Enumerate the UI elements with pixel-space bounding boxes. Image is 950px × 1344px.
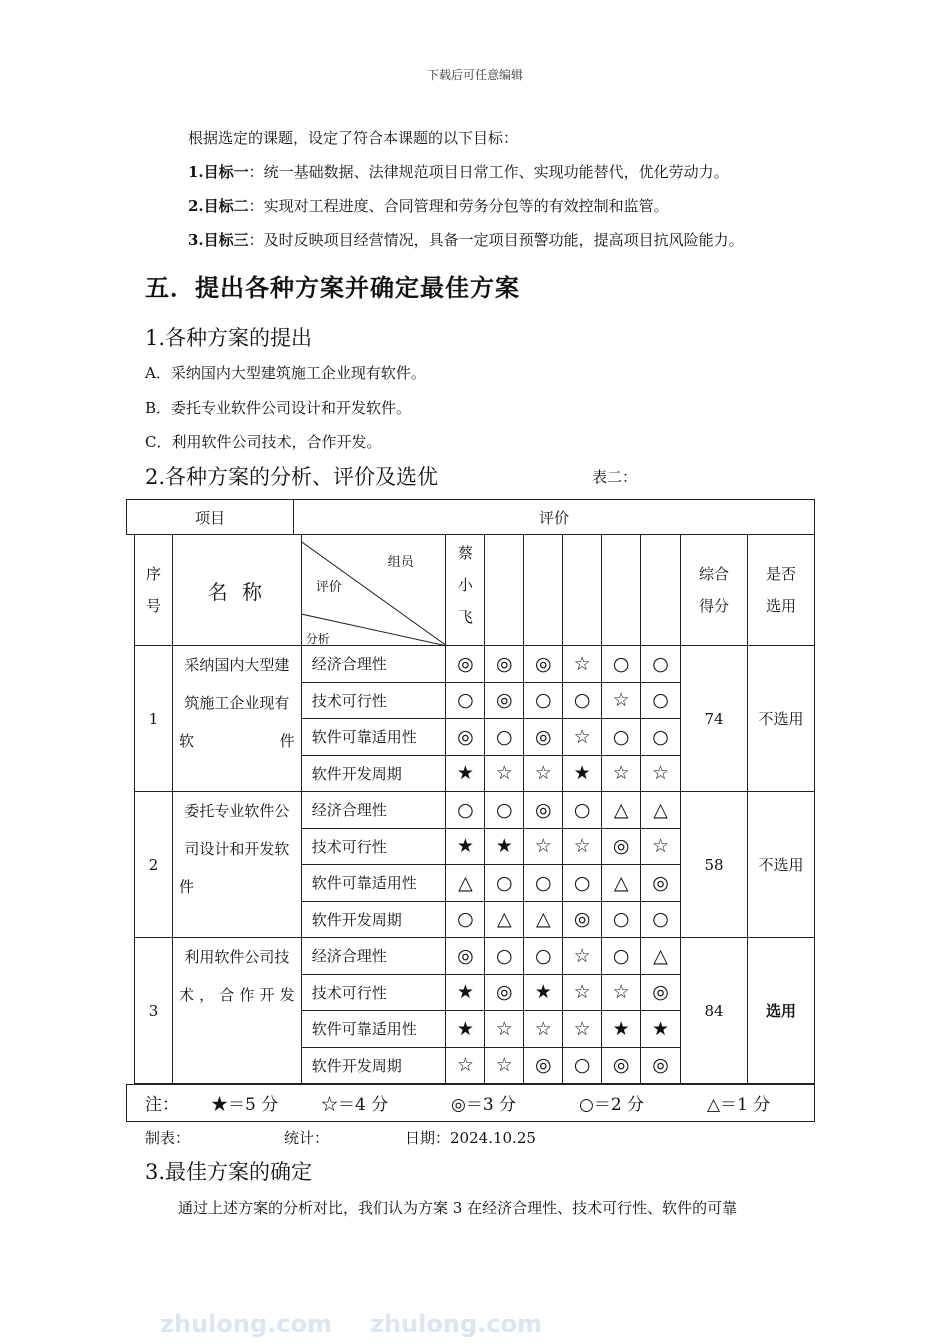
rating-mark: ○ [446, 682, 485, 719]
row-name: 采纳国内大型建筑施工企业现有软件 [172, 646, 301, 792]
rating-mark: ○ [446, 901, 485, 938]
rating-mark: ☆ [563, 719, 602, 756]
subsection-2-title: 2.各种方案的分析、评价及选优 [145, 465, 439, 489]
row-seq: 3 [135, 938, 173, 1084]
row-selection: 不选用 [747, 792, 814, 938]
row-name: 利用软件公司技术，合作开发 [172, 938, 301, 1084]
rating-mark: ○ [641, 682, 681, 719]
table-row [135, 792, 815, 829]
rating-mark: ☆ [524, 1011, 563, 1048]
goal-3 [188, 229, 744, 250]
rating-mark: △ [641, 938, 681, 975]
row-score: 84 [681, 938, 748, 1084]
rating-mark: ◎ [446, 938, 485, 975]
member-header-empty [563, 535, 602, 646]
made-by-label: 制表： [145, 1129, 191, 1147]
rating-mark: ○ [524, 938, 563, 975]
rating-mark: ○ [524, 865, 563, 902]
row-seq: 2 [135, 792, 173, 938]
rating-mark: ○ [641, 646, 681, 683]
rating-mark: ◎ [446, 719, 485, 756]
rating-mark: ○ [485, 792, 524, 829]
date-label: 日期： [405, 1129, 451, 1147]
rating-mark: ☆ [563, 1011, 602, 1048]
member-header-empty [641, 535, 681, 646]
rating-mark: ○ [563, 865, 602, 902]
rating-mark: ○ [485, 865, 524, 902]
legend-1: △＝1 分 [707, 1095, 771, 1115]
rating-mark: △ [485, 901, 524, 938]
rating-mark: ☆ [563, 938, 602, 975]
diagonal-header [301, 535, 446, 646]
goal-label: 2.目标二 [188, 197, 249, 215]
conclusion-text: 通过上述方案的分析对比，我们认为方案 3 在经济合理性、技术可行性、软件的可靠 [178, 1199, 738, 1217]
rating-mark: ○ [563, 1047, 602, 1084]
rating-mark: ☆ [641, 755, 681, 792]
criterion-label: 经济合理性 [301, 792, 446, 829]
table-head-strip [126, 499, 815, 535]
legend-4: ☆＝4 分 [321, 1095, 389, 1115]
rating-mark: ◎ [485, 646, 524, 683]
criterion-label: 软件可靠适用性 [301, 865, 446, 902]
criterion-label: 软件开发周期 [301, 1047, 446, 1084]
rating-mark: ◎ [524, 792, 563, 829]
rating-mark: ○ [602, 646, 641, 683]
criterion-label: 技术可行性 [301, 974, 446, 1011]
option-a: A．采纳国内大型建筑施工企业现有软件。 [145, 364, 426, 382]
score-header: 综合得分 [681, 535, 748, 646]
rating-mark: ★ [641, 1011, 681, 1048]
rating-mark: ◎ [485, 682, 524, 719]
rating-mark: ○ [602, 901, 641, 938]
row-name: 委托专业软件公司设计和开发软件 [172, 792, 301, 938]
criterion-label: 技术可行性 [301, 682, 446, 719]
rating-mark: ☆ [524, 828, 563, 865]
row-score: 74 [681, 646, 748, 792]
name-header: 名 称 [172, 535, 301, 646]
rating-mark: ★ [524, 974, 563, 1011]
rating-mark: ◎ [524, 1047, 563, 1084]
rating-mark: ○ [563, 682, 602, 719]
goal-1 [188, 161, 729, 182]
legend-5: ★＝5 分 [211, 1095, 279, 1115]
rating-mark: ☆ [602, 755, 641, 792]
rating-mark: ◎ [524, 646, 563, 683]
head-eval: 评价 [294, 500, 815, 535]
table-label: 表二： [592, 468, 638, 486]
rating-mark: ○ [524, 682, 563, 719]
member-header-empty [485, 535, 524, 646]
diag-eval-label: 评价 [315, 580, 342, 595]
rating-mark: ★ [602, 1011, 641, 1048]
member-header-empty [524, 535, 563, 646]
table-body [135, 646, 815, 1084]
legend-note-row [126, 1084, 815, 1122]
member-header-empty [602, 535, 641, 646]
rating-mark: ◎ [641, 974, 681, 1011]
rating-mark: ○ [485, 938, 524, 975]
row-score: 58 [681, 792, 748, 938]
rating-mark: ○ [602, 719, 641, 756]
rating-mark: ☆ [563, 828, 602, 865]
rating-mark: ○ [446, 792, 485, 829]
rating-mark: ☆ [485, 1047, 524, 1084]
rating-mark: ☆ [524, 755, 563, 792]
rating-mark: ○ [485, 719, 524, 756]
criterion-label: 软件可靠适用性 [301, 1011, 446, 1048]
diag-member-label: 组员 [387, 555, 414, 570]
rating-mark: ◎ [641, 865, 681, 902]
stats-label: 统计： [284, 1129, 330, 1147]
rating-mark: △ [641, 792, 681, 829]
watermark-right: zhulong.com [370, 1310, 542, 1338]
rating-mark: ◎ [602, 828, 641, 865]
rating-mark: △ [602, 865, 641, 902]
row-seq: 1 [135, 646, 173, 792]
rating-mark: ★ [485, 828, 524, 865]
rating-mark: ☆ [485, 1011, 524, 1048]
header-note: 下载后可任意编辑 [426, 68, 523, 82]
rating-mark: △ [446, 865, 485, 902]
rating-mark: ☆ [602, 974, 641, 1011]
rating-mark: ★ [563, 755, 602, 792]
goal-text: ：统一基础数据、法律规范项目日常工作、实现功能替代，优化劳动力。 [248, 163, 729, 181]
table-header-row [135, 535, 815, 646]
rating-mark: ○ [641, 719, 681, 756]
rating-mark: ○ [602, 938, 641, 975]
option-b: B．委托专业软件公司设计和开发软件。 [145, 399, 412, 417]
option-c: C．利用软件公司技术，合作开发。 [145, 433, 382, 451]
criterion-label: 软件开发周期 [301, 755, 446, 792]
legend-3: ◎＝3 分 [451, 1095, 517, 1115]
diag-analysis-label: 分析 [305, 632, 330, 646]
row-selection: 选用 [747, 938, 814, 1084]
goal-label: 1.目标一 [188, 163, 249, 181]
rating-mark: ○ [563, 792, 602, 829]
rating-mark: ★ [446, 1011, 485, 1048]
table-row [135, 938, 815, 975]
section-title: 五．提出各种方案并确定最佳方案 [145, 273, 520, 302]
rating-mark: △ [524, 901, 563, 938]
criterion-label: 经济合理性 [301, 938, 446, 975]
rating-mark: ☆ [602, 682, 641, 719]
rating-mark: ◎ [524, 719, 563, 756]
goal-text: ：及时反映项目经营情况，具备一定项目预警功能，提高项目抗风险能力。 [248, 231, 744, 249]
evaluation-table [134, 534, 815, 1084]
rating-mark: ☆ [485, 755, 524, 792]
rating-mark: ☆ [563, 646, 602, 683]
date-value: 2024.10.25 [450, 1129, 536, 1147]
goal-text: ：实现对工程进度、合同管理和劳务分包等的有效控制和监管。 [248, 197, 669, 215]
row-selection: 不选用 [747, 646, 814, 792]
rating-mark: ○ [641, 901, 681, 938]
subsection-1-title: 1.各种方案的提出 [145, 326, 313, 350]
criterion-label: 软件开发周期 [301, 901, 446, 938]
subsection-3-title: 3.最佳方案的确定 [145, 1160, 313, 1184]
legend-2: ○＝2 分 [579, 1095, 645, 1115]
intro-text: 根据选定的课题，设定了符合本课题的以下目标： [188, 129, 519, 147]
note-label: 注： [145, 1095, 179, 1115]
table-row [135, 646, 815, 683]
goal-label: 3.目标三 [188, 231, 249, 249]
rating-mark: ☆ [641, 828, 681, 865]
rating-mark: ★ [446, 828, 485, 865]
rating-mark: ◎ [446, 646, 485, 683]
goal-2 [188, 195, 669, 216]
rating-mark: ★ [446, 755, 485, 792]
rating-mark: ◎ [602, 1047, 641, 1084]
criterion-label: 软件可靠适用性 [301, 719, 446, 756]
rating-mark: ◎ [641, 1047, 681, 1084]
seq-header: 序号 [135, 535, 173, 646]
rating-mark: ☆ [563, 974, 602, 1011]
member-1-header: 蔡小飞 [446, 535, 485, 646]
rating-mark: △ [602, 792, 641, 829]
rating-mark: ◎ [563, 901, 602, 938]
rating-mark: ★ [446, 974, 485, 1011]
date-line [405, 1127, 536, 1148]
criterion-label: 技术可行性 [301, 828, 446, 865]
head-item: 项目 [127, 500, 294, 535]
rating-mark: ☆ [446, 1047, 485, 1084]
select-header: 是否选用 [747, 535, 814, 646]
criterion-label: 经济合理性 [301, 646, 446, 683]
watermark-left: zhulong.com [160, 1310, 332, 1338]
rating-mark: ◎ [485, 974, 524, 1011]
